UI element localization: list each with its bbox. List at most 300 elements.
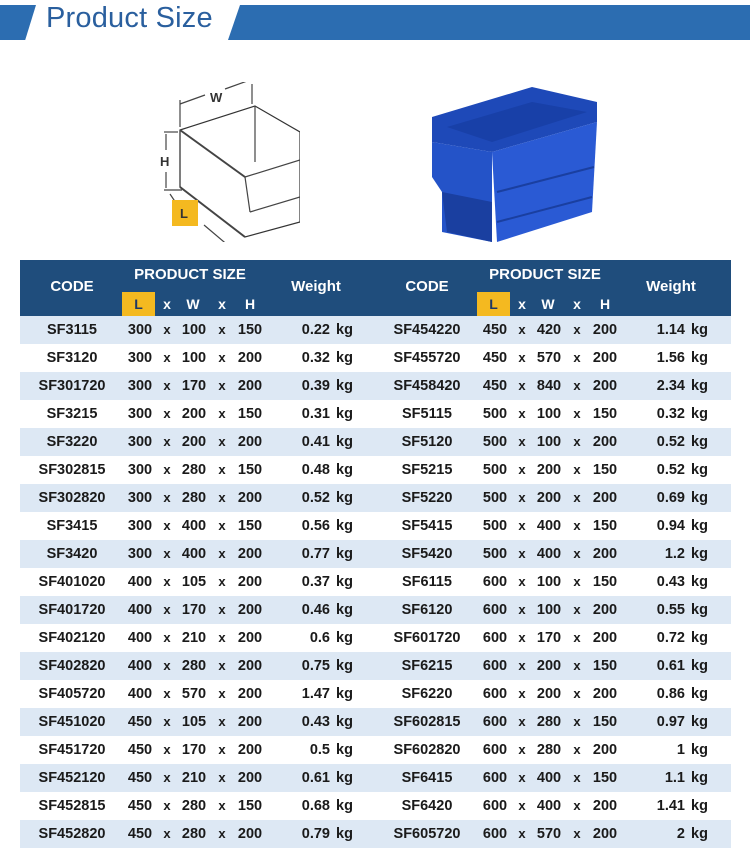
- table-row: [375, 624, 731, 652]
- times-sign: x: [518, 686, 526, 701]
- weight-unit: kg: [691, 322, 708, 338]
- times-sign: x: [573, 770, 581, 785]
- length-value: 450: [127, 798, 153, 814]
- length-value: 600: [482, 630, 508, 646]
- times-sign: x: [163, 686, 171, 701]
- table-row: [375, 372, 731, 400]
- height-value: 200: [592, 798, 618, 814]
- weight-value: 0.75: [301, 658, 330, 674]
- times-sign: x: [518, 574, 526, 589]
- length-value: 600: [482, 714, 508, 730]
- weight-unit: kg: [691, 602, 708, 618]
- height-value: 150: [237, 518, 263, 534]
- weight-value: 0.52: [301, 490, 330, 506]
- weight-unit: kg: [691, 798, 708, 814]
- product-code: SF458420: [393, 378, 461, 394]
- product-code: SF405720: [38, 686, 106, 702]
- weight-value: 0.72: [656, 630, 685, 646]
- width-value: 280: [181, 490, 207, 506]
- weight-unit: kg: [336, 434, 353, 450]
- table-row: [20, 428, 376, 456]
- length-value: 500: [482, 462, 508, 478]
- length-value: 500: [482, 406, 508, 422]
- weight-unit: kg: [336, 742, 353, 758]
- height-value: 150: [592, 574, 618, 590]
- weight-unit: kg: [336, 406, 353, 422]
- table-row: [375, 680, 731, 708]
- length-value: 400: [127, 630, 153, 646]
- weight-value: 0.94: [656, 518, 685, 534]
- times-sign: x: [518, 434, 526, 449]
- height-value: 200: [592, 742, 618, 758]
- times-sign: x: [573, 658, 581, 673]
- width-value: 400: [181, 546, 207, 562]
- table-row: [20, 372, 376, 400]
- times-sign: x: [218, 378, 226, 393]
- product-code: SF5220: [401, 490, 453, 506]
- length-value: 300: [127, 322, 153, 338]
- weight-unit: kg: [336, 322, 353, 338]
- weight-unit: kg: [336, 630, 353, 646]
- weight-value: 2.34: [656, 378, 685, 394]
- height-value: 200: [592, 630, 618, 646]
- times-sign: x: [518, 490, 526, 505]
- times-sign: x: [518, 546, 526, 561]
- weight-value: 0.32: [301, 350, 330, 366]
- times-sign: x: [573, 546, 581, 561]
- length-value: 600: [482, 574, 508, 590]
- product-code: SF452820: [38, 826, 106, 842]
- table-row: [20, 540, 376, 568]
- length-value: 300: [127, 546, 153, 562]
- length-value: 450: [127, 770, 153, 786]
- length-value: 300: [127, 378, 153, 394]
- height-value: 200: [237, 546, 263, 562]
- header-weight: Weight: [291, 278, 341, 295]
- length-value: 450: [127, 826, 153, 842]
- length-value: 600: [482, 742, 508, 758]
- weight-unit: kg: [336, 658, 353, 674]
- times-sign: x: [218, 630, 226, 645]
- table-row: [20, 596, 376, 624]
- width-value: 280: [536, 742, 562, 758]
- times-sign: x: [163, 798, 171, 813]
- width-value: 420: [536, 322, 562, 338]
- width-value: 100: [536, 406, 562, 422]
- weight-unit: kg: [336, 826, 353, 842]
- length-value: 500: [482, 518, 508, 534]
- header-length: L: [477, 292, 510, 316]
- width-value: 280: [181, 798, 207, 814]
- weight-unit: kg: [691, 434, 708, 450]
- weight-value: 0.52: [656, 462, 685, 478]
- times-sign: x: [518, 826, 526, 841]
- table-row: [375, 400, 731, 428]
- height-value: 200: [237, 490, 263, 506]
- section-title: Product Size: [46, 2, 213, 34]
- blue-shelf-bin-icon: [412, 82, 607, 242]
- times-sign: x: [163, 574, 171, 589]
- product-code: SF5120: [401, 434, 453, 450]
- height-value: 200: [592, 490, 618, 506]
- weight-unit: kg: [336, 770, 353, 786]
- product-code: SF452815: [38, 798, 106, 814]
- header-code: CODE: [405, 278, 449, 295]
- product-code: SF5115: [402, 406, 452, 422]
- product-code: SF605720: [393, 826, 461, 842]
- height-value: 200: [592, 378, 618, 394]
- length-value: 400: [127, 602, 153, 618]
- width-value: 100: [536, 602, 562, 618]
- length-value: 400: [127, 686, 153, 702]
- weight-unit: kg: [336, 798, 353, 814]
- blue-bin-photo: [412, 82, 607, 242]
- weight-value: 0.39: [301, 378, 330, 394]
- times-sign: x: [163, 546, 171, 561]
- times-sign: x: [218, 322, 226, 337]
- weight-unit: kg: [691, 462, 708, 478]
- weight-unit: kg: [691, 826, 708, 842]
- width-value: 570: [536, 826, 562, 842]
- weight-unit: kg: [691, 714, 708, 730]
- length-value: 600: [482, 770, 508, 786]
- table-row: [375, 456, 731, 484]
- header-x: x: [518, 296, 526, 312]
- length-value: 300: [127, 518, 153, 534]
- times-sign: x: [218, 742, 226, 757]
- length-value: 450: [127, 742, 153, 758]
- height-value: 200: [237, 770, 263, 786]
- weight-unit: kg: [691, 742, 708, 758]
- product-code: SF302820: [38, 490, 106, 506]
- height-value: 150: [592, 518, 618, 534]
- weight-unit: kg: [691, 546, 708, 562]
- table-row: [20, 624, 376, 652]
- width-value: 400: [181, 518, 207, 534]
- header-weight: Weight: [646, 278, 696, 295]
- table-row: [20, 820, 376, 848]
- product-code: SF301720: [38, 378, 106, 394]
- weight-unit: kg: [691, 378, 708, 394]
- height-label: H: [160, 154, 170, 169]
- weight-unit: kg: [691, 658, 708, 674]
- times-sign: x: [573, 322, 581, 337]
- times-sign: x: [518, 630, 526, 645]
- weight-value: 0.43: [656, 574, 685, 590]
- height-value: 200: [237, 574, 263, 590]
- weight-value: 0.56: [301, 518, 330, 534]
- width-value: 100: [181, 322, 207, 338]
- length-value: 500: [482, 546, 508, 562]
- width-value: 200: [536, 686, 562, 702]
- height-value: 200: [237, 350, 263, 366]
- table-row: [20, 484, 376, 512]
- length-label: L: [180, 206, 188, 221]
- weight-unit: kg: [336, 378, 353, 394]
- height-value: 150: [237, 798, 263, 814]
- height-value: 150: [237, 462, 263, 478]
- times-sign: x: [518, 406, 526, 421]
- times-sign: x: [518, 742, 526, 757]
- times-sign: x: [218, 434, 226, 449]
- height-value: 200: [592, 686, 618, 702]
- product-code: SF401020: [38, 574, 106, 590]
- product-code: SF451720: [38, 742, 106, 758]
- times-sign: x: [218, 406, 226, 421]
- times-sign: x: [218, 518, 226, 533]
- product-code: SF602815: [393, 714, 461, 730]
- product-code: SF402120: [38, 630, 106, 646]
- product-code: SF402820: [38, 658, 106, 674]
- width-value: 170: [181, 602, 207, 618]
- product-code: SF401720: [38, 602, 106, 618]
- width-value: 400: [536, 798, 562, 814]
- width-value: 280: [181, 462, 207, 478]
- width-value: 400: [536, 518, 562, 534]
- product-code: SF3115: [47, 322, 97, 338]
- product-code: SF3420: [46, 546, 98, 562]
- product-size-table-right: [375, 260, 731, 848]
- times-sign: x: [518, 658, 526, 673]
- times-sign: x: [218, 462, 226, 477]
- times-sign: x: [573, 378, 581, 393]
- height-value: 200: [592, 546, 618, 562]
- weight-value: 0.5: [309, 742, 330, 758]
- times-sign: x: [573, 630, 581, 645]
- header-product-size: PRODUCT SIZE: [489, 266, 601, 283]
- table-row: [375, 764, 731, 792]
- height-value: 200: [237, 742, 263, 758]
- weight-value: 0.48: [301, 462, 330, 478]
- table-row: [20, 512, 376, 540]
- times-sign: x: [218, 546, 226, 561]
- length-value: 450: [482, 322, 508, 338]
- header-x: x: [573, 296, 581, 312]
- product-code: SF3215: [46, 406, 98, 422]
- width-value: 280: [536, 714, 562, 730]
- width-value: 170: [181, 378, 207, 394]
- weight-value: 0.69: [656, 490, 685, 506]
- banner-bar-right: [228, 5, 750, 40]
- width-value: 570: [536, 350, 562, 366]
- width-value: 280: [181, 658, 207, 674]
- times-sign: x: [573, 798, 581, 813]
- width-value: 400: [536, 770, 562, 786]
- product-code: SF601720: [393, 630, 461, 646]
- times-sign: x: [518, 798, 526, 813]
- width-value: 105: [181, 714, 207, 730]
- product-code: SF6115: [402, 574, 452, 590]
- length-value: 300: [127, 490, 153, 506]
- weight-value: 2: [676, 826, 685, 842]
- header-height: H: [599, 296, 611, 312]
- width-value: 210: [181, 770, 207, 786]
- height-value: 200: [237, 686, 263, 702]
- times-sign: x: [163, 322, 171, 337]
- times-sign: x: [573, 574, 581, 589]
- length-value: 600: [482, 686, 508, 702]
- weight-value: 0.77: [301, 546, 330, 562]
- times-sign: x: [573, 686, 581, 701]
- width-value: 200: [536, 490, 562, 506]
- height-value: 200: [237, 378, 263, 394]
- times-sign: x: [573, 602, 581, 617]
- table-row: [375, 512, 731, 540]
- weight-value: 0.79: [301, 826, 330, 842]
- header-length: L: [122, 292, 155, 316]
- header-x: x: [218, 296, 226, 312]
- height-value: 200: [237, 714, 263, 730]
- weight-unit: kg: [691, 574, 708, 590]
- times-sign: x: [573, 714, 581, 729]
- weight-value: 0.31: [301, 406, 330, 422]
- height-value: 150: [592, 770, 618, 786]
- times-sign: x: [163, 630, 171, 645]
- section-banner: [0, 0, 750, 42]
- times-sign: x: [163, 770, 171, 785]
- width-value: 105: [181, 574, 207, 590]
- length-value: 300: [127, 462, 153, 478]
- times-sign: x: [218, 826, 226, 841]
- header-height: H: [244, 296, 256, 312]
- table-row: [375, 596, 731, 624]
- weight-value: 1: [676, 742, 685, 758]
- product-code: SF454220: [393, 322, 461, 338]
- width-value: 100: [536, 434, 562, 450]
- product-code: SF3415: [46, 518, 98, 534]
- weight-unit: kg: [336, 546, 353, 562]
- table-row: [20, 400, 376, 428]
- table-header: [20, 260, 376, 316]
- header-width: W: [186, 296, 200, 312]
- product-code: SF6120: [401, 602, 453, 618]
- height-value: 200: [592, 434, 618, 450]
- banner-bar-left: [0, 5, 36, 40]
- length-value: 600: [482, 826, 508, 842]
- product-code: SF5215: [401, 462, 453, 478]
- height-value: 150: [592, 658, 618, 674]
- weight-value: 0.61: [301, 770, 330, 786]
- product-code: SF3220: [46, 434, 98, 450]
- times-sign: x: [518, 350, 526, 365]
- table-row: [20, 736, 376, 764]
- weight-value: 0.6: [309, 630, 330, 646]
- weight-value: 1.56: [656, 350, 685, 366]
- weight-value: 1.41: [656, 798, 685, 814]
- times-sign: x: [518, 518, 526, 533]
- times-sign: x: [163, 378, 171, 393]
- times-sign: x: [573, 462, 581, 477]
- height-value: 150: [592, 714, 618, 730]
- times-sign: x: [573, 826, 581, 841]
- weight-unit: kg: [336, 714, 353, 730]
- times-sign: x: [518, 462, 526, 477]
- times-sign: x: [218, 574, 226, 589]
- width-label: W: [210, 90, 223, 105]
- length-value: 600: [482, 658, 508, 674]
- product-code: SF6220: [401, 686, 453, 702]
- height-value: 150: [237, 322, 263, 338]
- weight-value: 0.41: [301, 434, 330, 450]
- times-sign: x: [518, 714, 526, 729]
- table-row: [375, 736, 731, 764]
- weight-unit: kg: [336, 686, 353, 702]
- length-value: 400: [127, 574, 153, 590]
- table-row: [20, 792, 376, 820]
- width-value: 200: [181, 434, 207, 450]
- weight-value: 0.86: [656, 686, 685, 702]
- length-value: 500: [482, 434, 508, 450]
- weight-unit: kg: [336, 490, 353, 506]
- table-row: [375, 484, 731, 512]
- times-sign: x: [573, 518, 581, 533]
- times-sign: x: [163, 406, 171, 421]
- height-value: 150: [592, 462, 618, 478]
- height-value: 200: [237, 630, 263, 646]
- header-code: CODE: [50, 278, 94, 295]
- weight-unit: kg: [691, 518, 708, 534]
- times-sign: x: [163, 462, 171, 477]
- height-value: 200: [237, 434, 263, 450]
- header-product-size: PRODUCT SIZE: [134, 266, 246, 283]
- table-row: [375, 344, 731, 372]
- table-body: [375, 316, 731, 848]
- width-value: 210: [181, 630, 207, 646]
- times-sign: x: [163, 350, 171, 365]
- width-value: 280: [181, 826, 207, 842]
- times-sign: x: [218, 714, 226, 729]
- table-row: [375, 316, 731, 344]
- product-code: SF6415: [401, 770, 453, 786]
- width-value: 170: [536, 630, 562, 646]
- weight-value: 0.37: [301, 574, 330, 590]
- times-sign: x: [573, 490, 581, 505]
- product-code: SF5420: [401, 546, 453, 562]
- times-sign: x: [518, 602, 526, 617]
- table-row: [375, 708, 731, 736]
- times-sign: x: [573, 434, 581, 449]
- width-value: 100: [536, 574, 562, 590]
- width-value: 100: [181, 350, 207, 366]
- weight-value: 0.55: [656, 602, 685, 618]
- times-sign: x: [163, 602, 171, 617]
- times-sign: x: [518, 378, 526, 393]
- weight-unit: kg: [336, 462, 353, 478]
- weight-unit: kg: [336, 602, 353, 618]
- height-value: 200: [592, 826, 618, 842]
- wireframe-bin-icon: [150, 82, 300, 242]
- times-sign: x: [218, 658, 226, 673]
- product-code: SF302815: [38, 462, 106, 478]
- product-code: SF6420: [401, 798, 453, 814]
- product-code: SF602820: [393, 742, 461, 758]
- weight-value: 1.47: [301, 686, 330, 702]
- times-sign: x: [163, 490, 171, 505]
- table-row: [375, 428, 731, 456]
- table-row: [20, 764, 376, 792]
- header-width: W: [541, 296, 555, 312]
- length-value: 600: [482, 798, 508, 814]
- product-code: SF452120: [38, 770, 106, 786]
- bin-dimension-diagram: [150, 82, 300, 242]
- table-row: [20, 680, 376, 708]
- weight-unit: kg: [691, 490, 708, 506]
- table-body: [20, 316, 376, 848]
- length-value: 600: [482, 602, 508, 618]
- times-sign: x: [573, 406, 581, 421]
- table-row: [375, 820, 731, 848]
- header-x: x: [163, 296, 171, 312]
